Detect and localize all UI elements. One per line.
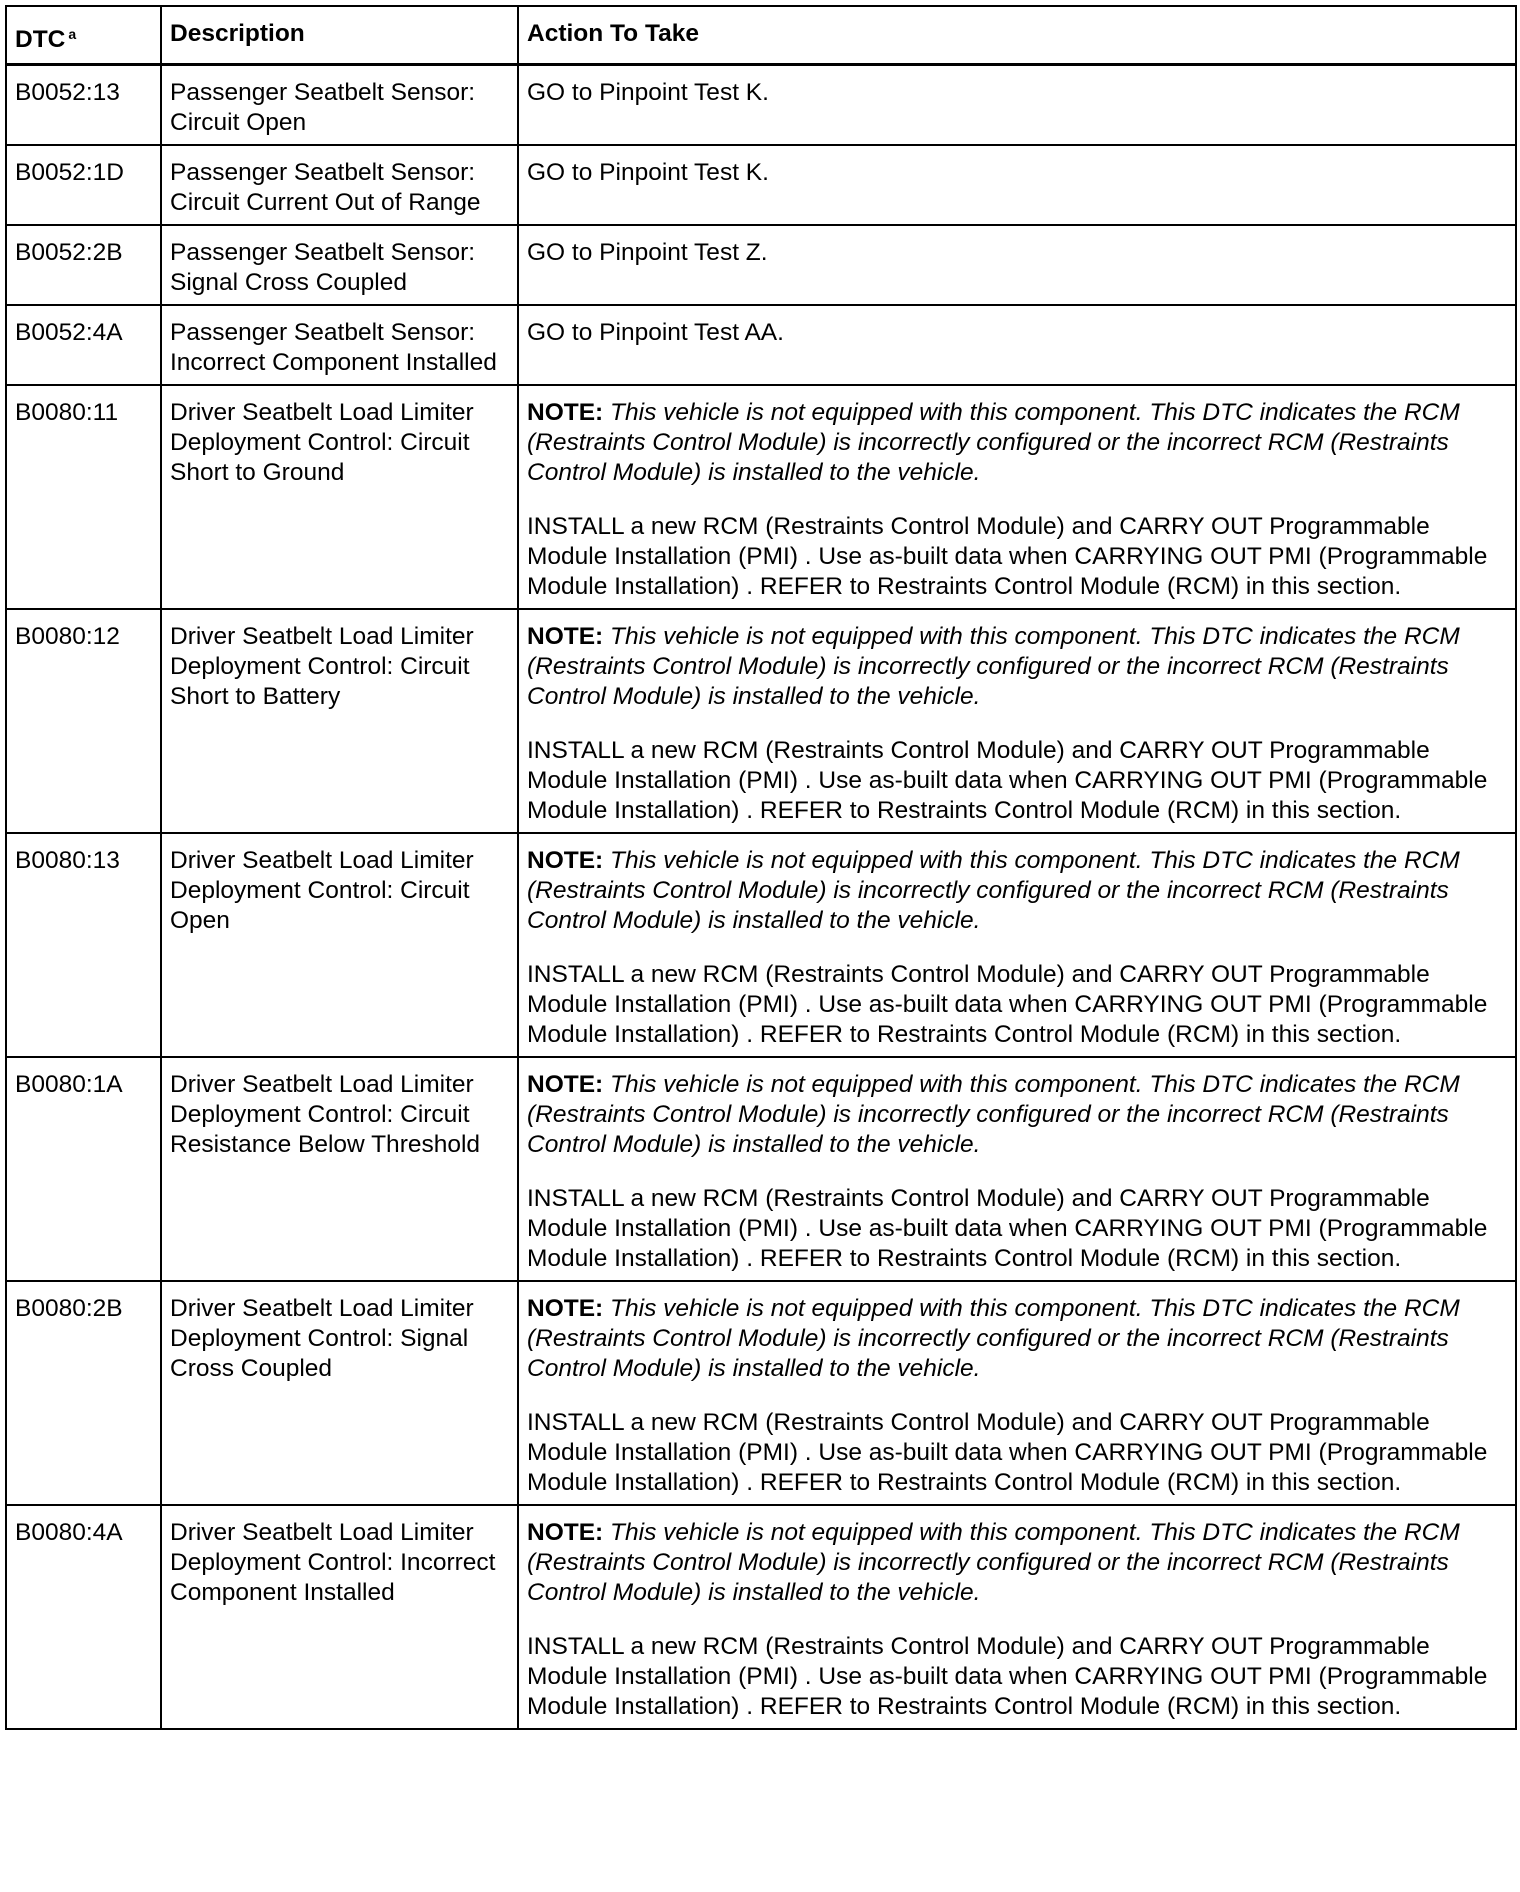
dtc-code: B0052:1D bbox=[6, 145, 161, 225]
table-row bbox=[6, 833, 1516, 1057]
dtc-action: GO to Pinpoint Test AA. bbox=[518, 305, 1516, 385]
dtc-table bbox=[5, 5, 1517, 1730]
dtc-description: Driver Seatbelt Load Limiter Deployment Control: Circuit Short to Battery bbox=[161, 609, 518, 833]
dtc-description: Driver Seatbelt Load Limiter Deployment Control: Circuit Open bbox=[161, 833, 518, 1057]
table-row bbox=[6, 1505, 1516, 1729]
note-label: NOTE: bbox=[527, 623, 604, 650]
note-label: NOTE: bbox=[527, 847, 604, 874]
dtc-code: B0080:1A bbox=[6, 1057, 161, 1281]
note-paragraph bbox=[527, 1294, 1507, 1384]
note-label: NOTE: bbox=[527, 1519, 604, 1546]
dtc-description: Passenger Seatbelt Sensor: Incorrect Component Installed bbox=[161, 305, 518, 385]
install-instruction: INSTALL a new RCM (Restraints Control Module) and CARRY OUT Programmable Module Installation (PMI) . Use as-built data when CARRYING OUT PMI (Programmable Module Installation) . REFER to Restraints Control Module (RCM) in this section. bbox=[527, 961, 1488, 1048]
dtc-code: B0080:12 bbox=[6, 609, 161, 833]
note-text: This vehicle is not equipped with this component. This DTC indicates the RCM (Restraints Control Module) is incorrectly configured or the incorrect RCM (Restraints Control Module) is installed to the vehicle. bbox=[527, 1519, 1460, 1606]
note-text: This vehicle is not equipped with this component. This DTC indicates the RCM (Restraints Control Module) is incorrectly configured or the incorrect RCM (Restraints Control Module) is installed to the vehicle. bbox=[527, 847, 1460, 934]
dtc-action bbox=[518, 1057, 1516, 1281]
dtc-action bbox=[518, 1281, 1516, 1505]
note-paragraph bbox=[527, 1070, 1507, 1160]
note-paragraph bbox=[527, 622, 1507, 712]
dtc-description: Passenger Seatbelt Sensor: Circuit Open bbox=[161, 65, 518, 146]
note-paragraph bbox=[527, 846, 1507, 936]
note-paragraph bbox=[527, 398, 1507, 488]
dtc-description: Driver Seatbelt Load Limiter Deployment Control: Signal Cross Coupled bbox=[161, 1281, 518, 1505]
dtc-action bbox=[518, 833, 1516, 1057]
dtc-action: GO to Pinpoint Test K. bbox=[518, 145, 1516, 225]
dtc-action bbox=[518, 609, 1516, 833]
install-instruction: INSTALL a new RCM (Restraints Control Module) and CARRY OUT Programmable Module Installation (PMI) . Use as-built data when CARRYING OUT PMI (Programmable Module Installation) . REFER to Restraints Control Module (RCM) in this section. bbox=[527, 1185, 1488, 1272]
table-row bbox=[6, 385, 1516, 609]
dtc-description: Driver Seatbelt Load Limiter Deployment Control: Circuit Short to Ground bbox=[161, 385, 518, 609]
dtc-description: Passenger Seatbelt Sensor: Circuit Current Out of Range bbox=[161, 145, 518, 225]
table-row bbox=[6, 305, 1516, 385]
table-row bbox=[6, 1057, 1516, 1281]
note-label: NOTE: bbox=[527, 1071, 604, 1098]
note-text: This vehicle is not equipped with this component. This DTC indicates the RCM (Restraints Control Module) is incorrectly configured or the incorrect RCM (Restraints Control Module) is installed to the vehicle. bbox=[527, 1295, 1460, 1382]
table-row bbox=[6, 1281, 1516, 1505]
dtc-description: Driver Seatbelt Load Limiter Deployment Control: Circuit Resistance Below Threshold bbox=[161, 1057, 518, 1281]
dtc-code: B0052:2B bbox=[6, 225, 161, 305]
install-instruction: INSTALL a new RCM (Restraints Control Module) and CARRY OUT Programmable Module Installation (PMI) . Use as-built data when CARRYING OUT PMI (Programmable Module Installation) . REFER to Restraints Control Module (RCM) in this section. bbox=[527, 1409, 1488, 1496]
table-row bbox=[6, 225, 1516, 305]
dtc-code: B0052:4A bbox=[6, 305, 161, 385]
header-dtc-label: DTC bbox=[15, 26, 66, 53]
dtc-description: Passenger Seatbelt Sensor: Signal Cross Coupled bbox=[161, 225, 518, 305]
install-instruction: INSTALL a new RCM (Restraints Control Module) and CARRY OUT Programmable Module Installation (PMI) . Use as-built data when CARRYING OUT PMI (Programmable Module Installation) . REFER to Restraints Control Module (RCM) in this section. bbox=[527, 513, 1488, 600]
dtc-code: B0080:13 bbox=[6, 833, 161, 1057]
note-text: This vehicle is not equipped with this component. This DTC indicates the RCM (Restraints Control Module) is incorrectly configured or the incorrect RCM (Restraints Control Module) is installed to the vehicle. bbox=[527, 399, 1460, 486]
dtc-code: B0080:4A bbox=[6, 1505, 161, 1729]
table-row bbox=[6, 65, 1516, 146]
dtc-code: B0080:2B bbox=[6, 1281, 161, 1505]
note-text: This vehicle is not equipped with this component. This DTC indicates the RCM (Restraints Control Module) is incorrectly configured or the incorrect RCM (Restraints Control Module) is installed to the vehicle. bbox=[527, 623, 1460, 710]
note-label: NOTE: bbox=[527, 1295, 604, 1322]
note-label: NOTE: bbox=[527, 399, 604, 426]
header-dtc bbox=[6, 6, 161, 65]
install-instruction: INSTALL a new RCM (Restraints Control Module) and CARRY OUT Programmable Module Installation (PMI) . Use as-built data when CARRYING OUT PMI (Programmable Module Installation) . REFER to Restraints Control Module (RCM) in this section. bbox=[527, 1633, 1488, 1720]
table-row bbox=[6, 609, 1516, 833]
dtc-action bbox=[518, 385, 1516, 609]
table-header-row bbox=[6, 6, 1516, 65]
dtc-code: B0052:13 bbox=[6, 65, 161, 146]
note-text: This vehicle is not equipped with this component. This DTC indicates the RCM (Restraints Control Module) is incorrectly configured or the incorrect RCM (Restraints Control Module) is installed to the vehicle. bbox=[527, 1071, 1460, 1158]
dtc-description: Driver Seatbelt Load Limiter Deployment Control: Incorrect Component Installed bbox=[161, 1505, 518, 1729]
dtc-code: B0080:11 bbox=[6, 385, 161, 609]
install-instruction: INSTALL a new RCM (Restraints Control Module) and CARRY OUT Programmable Module Installation (PMI) . Use as-built data when CARRYING OUT PMI (Programmable Module Installation) . REFER to Restraints Control Module (RCM) in this section. bbox=[527, 737, 1488, 824]
note-paragraph bbox=[527, 1518, 1507, 1608]
dtc-action bbox=[518, 1505, 1516, 1729]
table-row bbox=[6, 145, 1516, 225]
header-dtc-footnote: a bbox=[68, 26, 77, 42]
dtc-action: GO to Pinpoint Test K. bbox=[518, 65, 1516, 146]
header-action: Action To Take bbox=[518, 6, 1516, 65]
header-description: Description bbox=[161, 6, 518, 65]
dtc-action: GO to Pinpoint Test Z. bbox=[518, 225, 1516, 305]
